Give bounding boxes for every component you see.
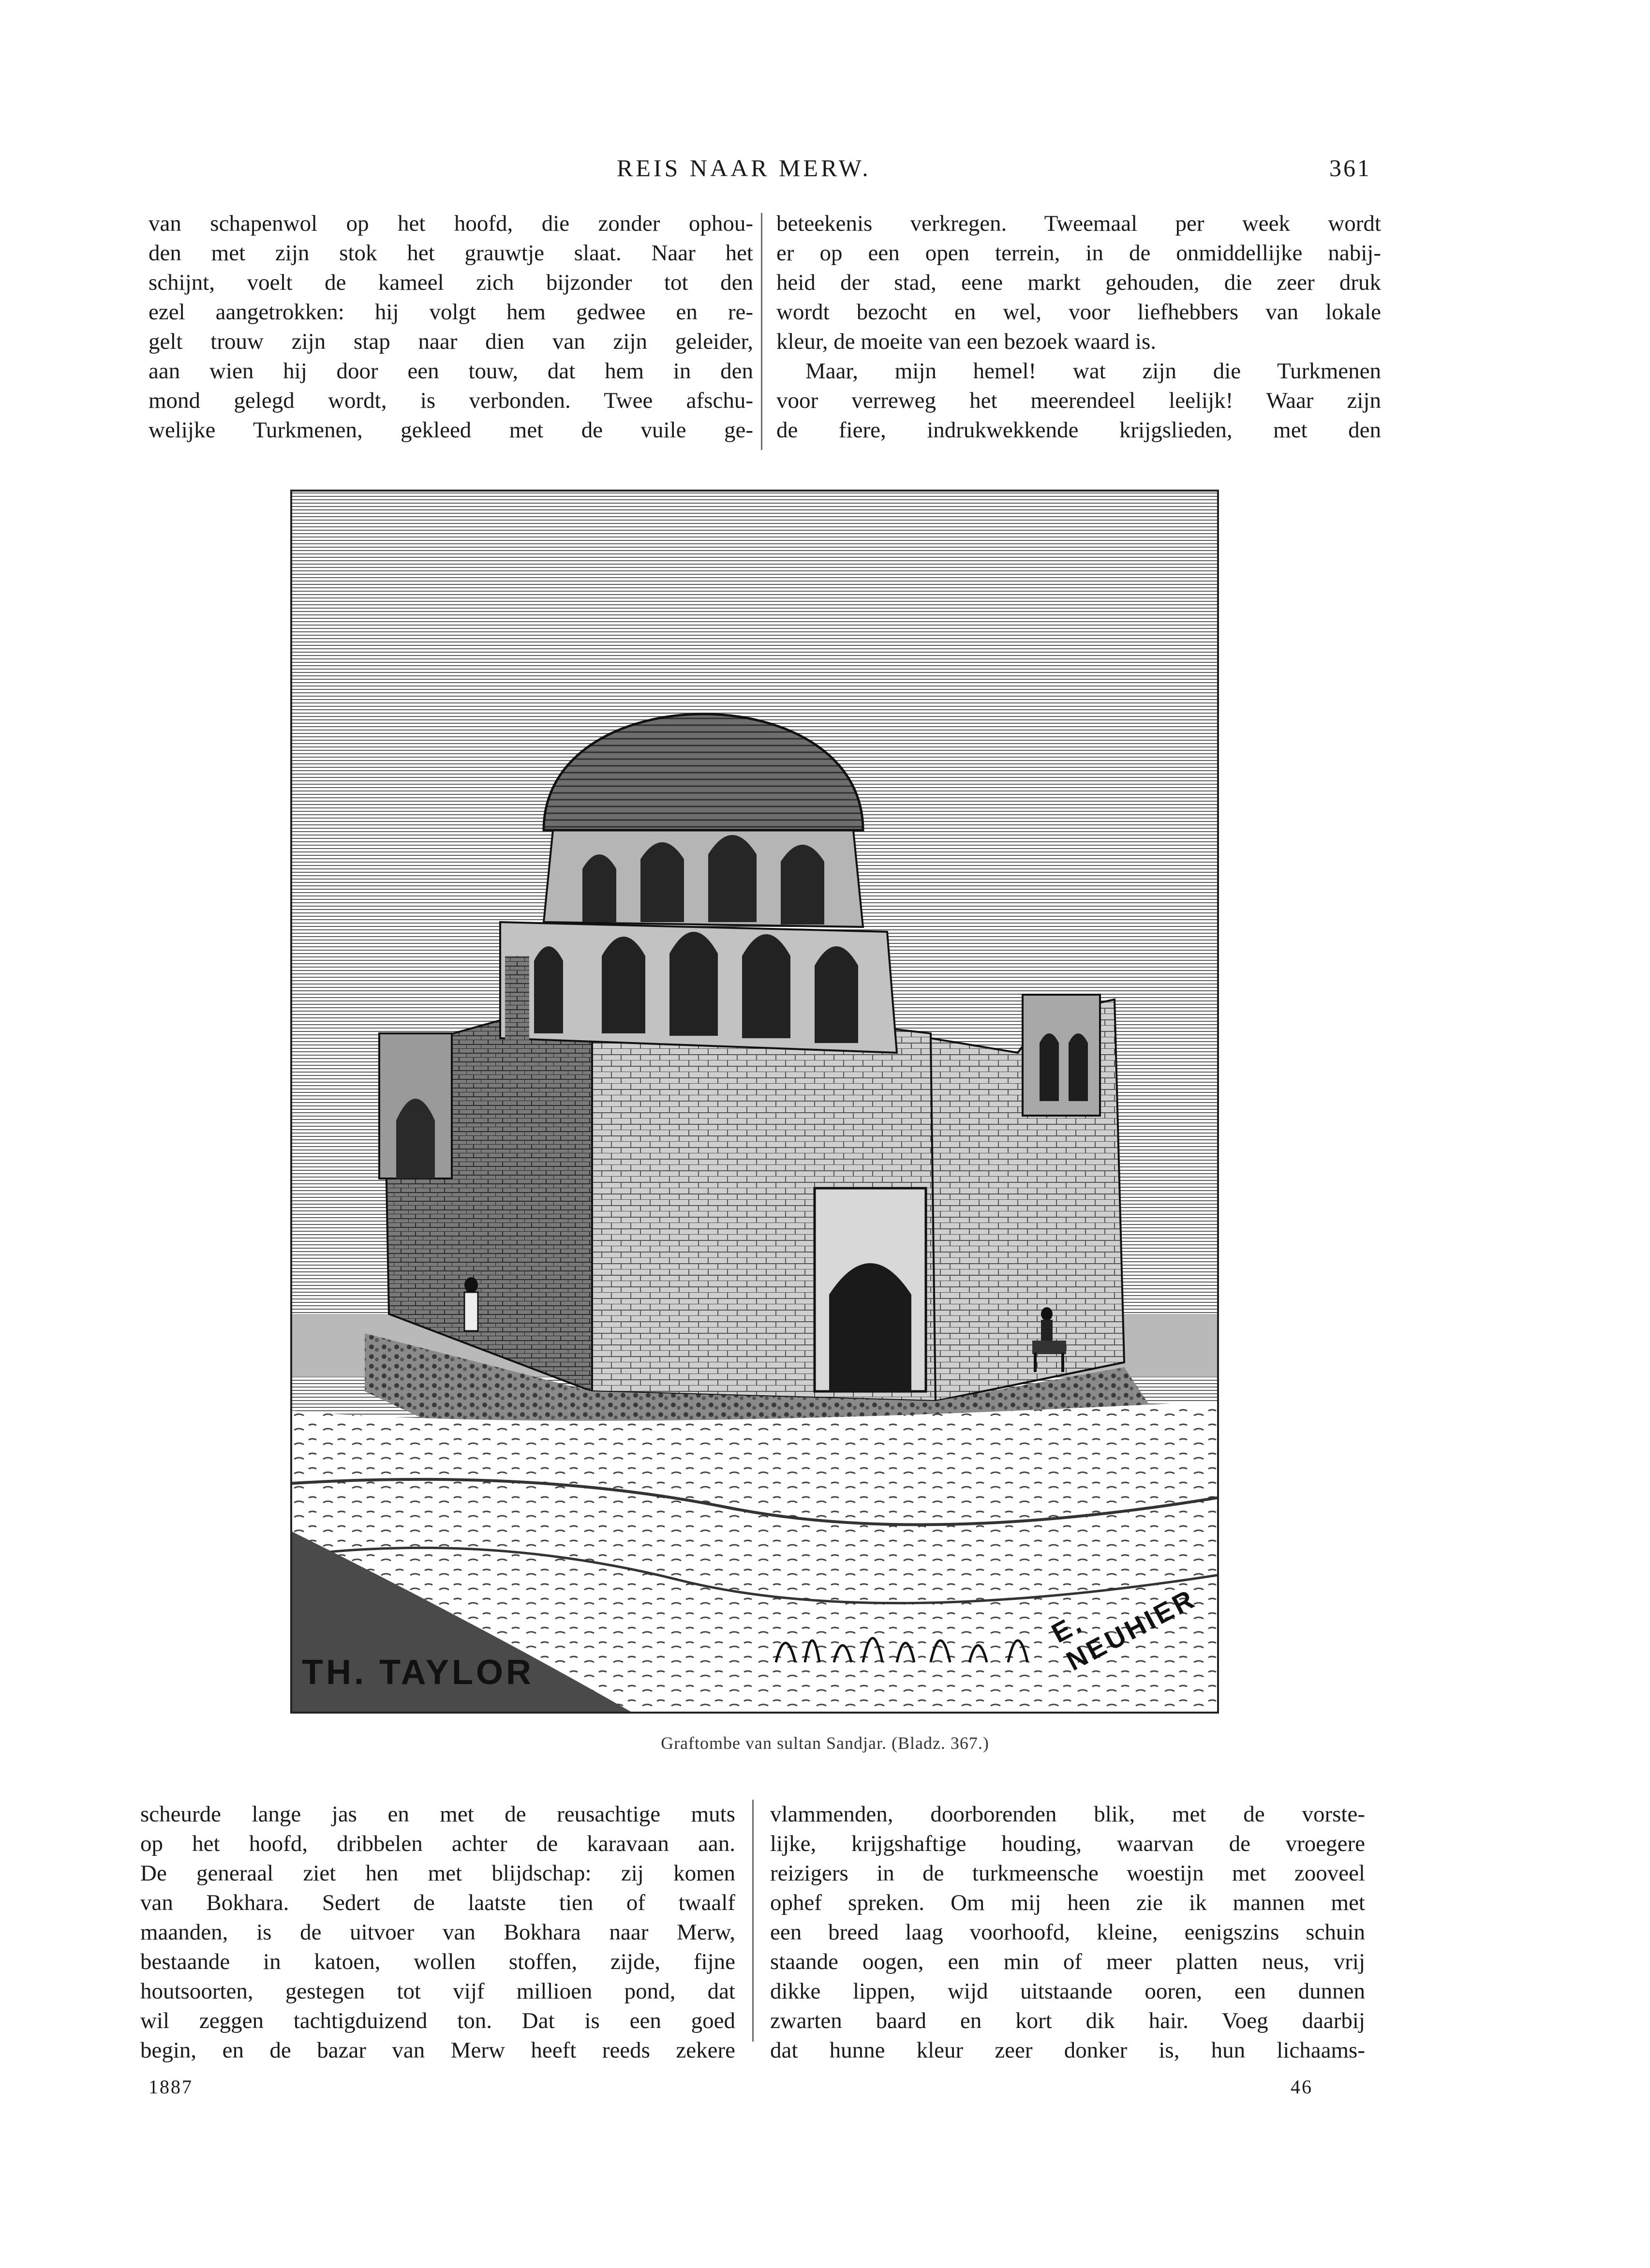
tower-window — [1069, 1033, 1088, 1101]
text-line: reizigers in de turkmeensche woestijn met zooveel — [770, 1861, 1365, 1886]
text-line: voor verreweg het meerendeel leelijk! Waar zijn — [776, 388, 1381, 413]
top-left-column — [149, 209, 753, 445]
arcade-arch — [708, 835, 757, 922]
text-line: lijke, krijgshaftige houding, waarvan de vroegere — [770, 1831, 1365, 1856]
text-line: beteekenis verkregen. Tweemaal per week wordt — [776, 211, 1381, 236]
text-line: wil zeggen tachtigduizend ton. Dat is een goed — [140, 2008, 735, 2033]
text-line: van schapenwol op het hoofd, die zonder ophou- — [149, 211, 753, 236]
tomb-dome — [544, 714, 863, 830]
text-line: mond gelegd wordt, is verbonden. Twee afschu- — [149, 388, 753, 413]
text-line: begin, en de bazar van Merw heeft reeds zekere — [140, 2038, 735, 2063]
text-line: houtsoorten, gestegen tot vijf millioen pond, dat — [140, 1979, 735, 2004]
standing-figure — [464, 1277, 478, 1331]
ruined-tower — [1023, 995, 1100, 1116]
running-head: REIS NAAR MERW. — [617, 154, 871, 181]
tomb-engraving — [292, 492, 1217, 1712]
text-line: welijke Turkmenen, gekleed met de vuile ge- — [149, 418, 753, 443]
text-line: maanden, is de uitvoer van Bokhara naar Merw, — [140, 1920, 735, 1945]
text-line: De generaal ziet hen met blijdschap: zij komen — [140, 1861, 735, 1886]
page-number: 361 — [1329, 154, 1371, 181]
gallery-arch — [815, 946, 858, 1043]
text-line: aan wien hij door een touw, dat hem in den — [149, 358, 753, 384]
text-line: schijnt, voelt de kameel zich bijzonder tot den — [149, 270, 753, 295]
text-line: van Bokhara. Sedert de laatste tien of twaalf — [140, 1890, 735, 1915]
top-right-column — [776, 209, 1381, 445]
column-divider — [752, 1800, 754, 2042]
text-line: zwarten baard en kort dik hair. Voeg daarbij — [770, 2008, 1365, 2033]
arcade-arch — [582, 854, 616, 922]
text-line: heid der stad, eene markt gehouden, die zeer druk — [776, 270, 1381, 295]
footer-signature-number: 46 — [1291, 2076, 1313, 2098]
text-line: op het hoofd, dribbelen achter de karavaan aan. — [140, 1831, 735, 1856]
turret-arch — [396, 1099, 435, 1179]
bottom-left-column — [140, 1800, 735, 2065]
engraver-signature-right: E. NEUHIER — [1046, 1582, 1202, 1677]
text-line: wordt bezocht en wel, voor liefhebbers van lokale — [776, 299, 1381, 325]
gallery-arch — [669, 932, 718, 1036]
text-line: dikke lippen, wijd uitstaande ooren, een dunnen — [770, 1979, 1365, 2004]
gallery-arch — [602, 937, 645, 1033]
text-line: den met zijn stok het grauwtje slaat. Naar het — [149, 240, 753, 266]
text-line: kleur, de moeite van een bezoek waard is. — [776, 329, 1157, 354]
gallery-arch — [742, 934, 790, 1038]
column-divider — [761, 213, 762, 450]
text-line: staande oogen, een min of meer platten neus, vrij — [770, 1949, 1365, 1974]
text-line: vlammenden, doorborenden blik, met de vorste- — [770, 1802, 1365, 1827]
text-line: ophef spreken. Om mij heen zie ik mannen met — [770, 1890, 1365, 1915]
text-line: scheurde lange jas en met de reusachtige muts — [140, 1802, 735, 1827]
arcade-arch — [640, 842, 684, 922]
text-line: Maar, mijn hemel! wat zijn die Turkmenen — [805, 358, 1381, 384]
figure-caption: Graftombe van sultan Sandjar. (Bladz. 367.) — [661, 1733, 989, 1753]
decorated-panel — [505, 956, 529, 1043]
entrance-arch — [829, 1263, 911, 1391]
text-line: ezel aangetrokken: hij volgt hem gedwee en re- — [149, 299, 753, 325]
tower-window — [1040, 1033, 1059, 1101]
text-line: een breed laag voorhoofd, kleine, eenigszins schuin — [770, 1920, 1365, 1945]
text-line: gelt trouw zijn stap naar dien van zijn geleider, — [149, 329, 753, 354]
engraver-signature-left: TH. TAYLOR — [302, 1653, 535, 1692]
engraving-illustration — [290, 490, 1219, 1714]
gallery-arch — [534, 946, 563, 1033]
arcade-arch — [781, 845, 824, 925]
text-line: de fiere, indrukwekkende krijgslieden, met den — [776, 418, 1381, 443]
text-line: er op een open terrein, in de onmiddellijke nabij- — [776, 240, 1381, 266]
bottom-right-column — [770, 1800, 1365, 2065]
text-line: bestaande in katoen, wollen stoffen, zijde, fijne — [140, 1949, 735, 1974]
footer-year: 1887 — [149, 2076, 193, 2098]
text-line: dat hunne kleur zeer donker is, hun lichaams- — [770, 2038, 1365, 2063]
